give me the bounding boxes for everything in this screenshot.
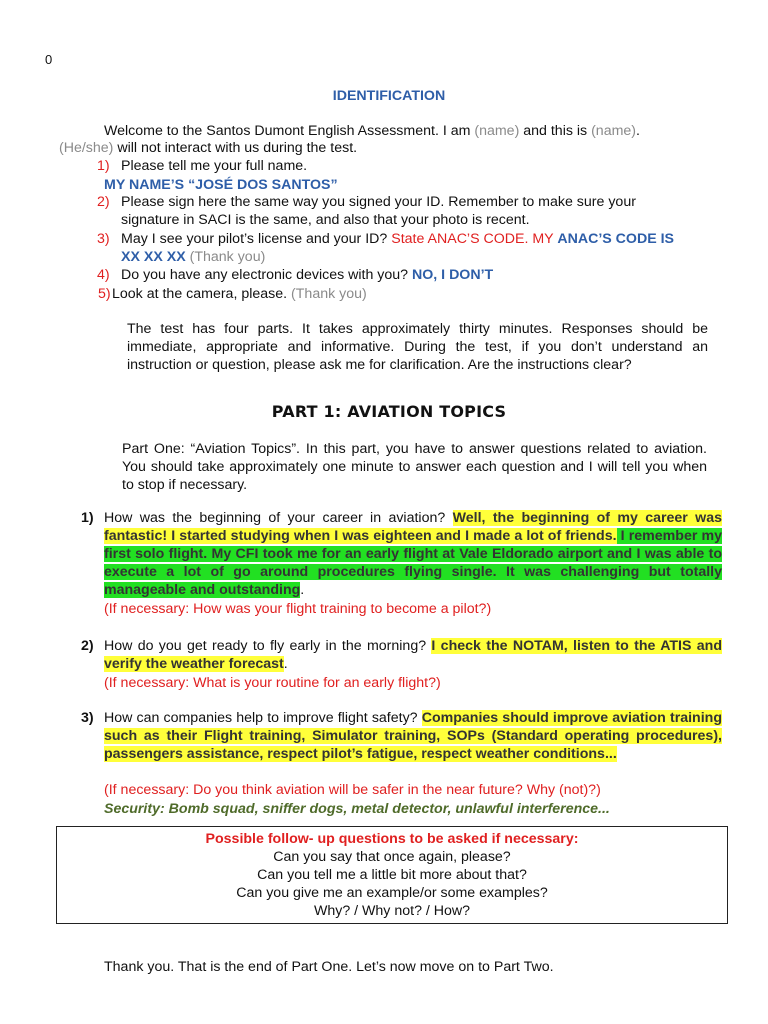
answer-highlight-yellow: I check the NOTAM, listen to the ATIS and verify the weather forecast (104, 638, 722, 672)
followup-prompt: (If necessary: How was your flight training to become a pilot?) (104, 601, 492, 617)
answer-devices: NO, I DON’T (412, 267, 494, 283)
followup-prompt: (If necessary: What is your routine for an early flight?) (104, 675, 441, 691)
item-number: 5) (98, 286, 111, 302)
item-text: Please sign here the same way you signed your ID. Remember to make sure your (121, 194, 636, 210)
question-1 (104, 509, 722, 599)
answer-anac-code: ANAC’S CODE IS (557, 231, 675, 247)
answer-end: . (283, 656, 288, 672)
question-text: How was the beginning of your career in aviation? (104, 510, 453, 526)
thank-you: (Thank you) (185, 249, 266, 265)
item-number: 2) (97, 194, 110, 210)
security-note: Security: Bomb squad, sniffer dogs, metal detector, unlawful interference... (104, 801, 610, 817)
he-she-placeholder: (He/she) (59, 140, 114, 156)
item-number: 4) (97, 267, 110, 283)
followup-line: Can you say that once again, please? (273, 849, 511, 865)
answer-highlight-yellow: Well, the beginning of my career was fantastic! I started studying when I was eighteen and I made a lot of friends. (104, 510, 722, 544)
item-text-cont: signature in SACI is the same, and also that your photo is recent. (121, 212, 530, 228)
question-text: How do you get ready to fly early in the morning? (104, 638, 432, 654)
question-3 (104, 709, 722, 763)
question-text: How can companies help to improve flight safety? (104, 710, 422, 726)
question-number: 1) (81, 510, 94, 526)
part-1-intro: Part One: “Aviation Topics”. In this part, you have to answer questions related to aviation. You should take approximately one minute to answer each question and I will tell you when to stop if necessary. (122, 441, 707, 493)
answer-highlight-yellow: Companies should improve aviation training such as their Flight training, Simulator training, SOPs (Standard operating procedures), passengers assistance, respect pilot’s fatigue, respect weather conditions... (104, 710, 722, 762)
followup-line: Can you tell me a little bit more about that? (257, 867, 527, 883)
item-text (112, 285, 367, 303)
section-title-identification: IDENTIFICATION (332, 88, 446, 104)
item-text: Please tell me your full name. (121, 158, 308, 174)
answer-end: . (300, 582, 305, 598)
instructions-paragraph: The test has four parts. It takes approximately thirty minutes. Responses should be immediate, appropriate and informative. During the test, if you don’t understand an instruction or question, please ask me for clarification. Are the instructions clear? (127, 321, 708, 373)
followup-line: Can you give me an example/or some examples? (236, 885, 548, 901)
name-placeholder-1: (name) (474, 123, 520, 139)
followup-questions-box (56, 826, 728, 924)
thank-you: (Thank you) (291, 286, 367, 302)
followup-prompt: (If necessary: Do you think aviation will be safer in the near future? Why (not)?) (104, 782, 601, 798)
closing-line: Thank you. That is the end of Part One. Let’s now move on to Part Two. (104, 959, 554, 975)
followup-line: Why? / Why not? / How? (313, 903, 471, 919)
item-question: May I see your pilot’s license and your ID? (121, 231, 392, 247)
page-number: 0 (45, 52, 53, 67)
answer-anac-code-value: XX XX XX (121, 249, 186, 265)
item-text (121, 266, 493, 284)
item-number: 3) (97, 231, 110, 247)
welcome-text-2: and this is (519, 123, 592, 139)
question-number: 2) (81, 638, 94, 654)
welcome-text: Welcome to the Santos Dumont English Assessment. I am (104, 123, 475, 139)
answer-highlight-green: I remember my first solo flight. My CFI took me for an early flight at Vale Eldorado airport and I was able to execute a lot of go around procedures flying single. It was challenging but totally manageable and outstanding (104, 528, 722, 598)
question-2 (104, 637, 722, 673)
welcome-period: . (636, 123, 640, 139)
item-number: 1) (97, 158, 110, 174)
item-question: Look at the camera, please. (112, 286, 292, 302)
name-placeholder-2: (name) (591, 123, 637, 139)
welcome-text-3: will not interact with us during the test. (113, 140, 358, 156)
welcome-line-2 (59, 139, 357, 157)
question-number: 3) (81, 710, 94, 726)
item-text (121, 230, 674, 248)
item-question: Do you have any electronic devices with you? (121, 267, 413, 283)
part-1-title: PART 1: AVIATION TOPICS (271, 402, 507, 421)
item-text-cont (121, 248, 265, 266)
followup-box-title: Possible follow- up questions to be asked if necessary: (205, 831, 579, 847)
welcome-line-1 (104, 122, 640, 140)
answer-full-name: MY NAME’S “JOSÉ DOS SANTOS” (104, 177, 338, 193)
item-instruction: State ANAC’S CODE. MY (391, 231, 558, 247)
